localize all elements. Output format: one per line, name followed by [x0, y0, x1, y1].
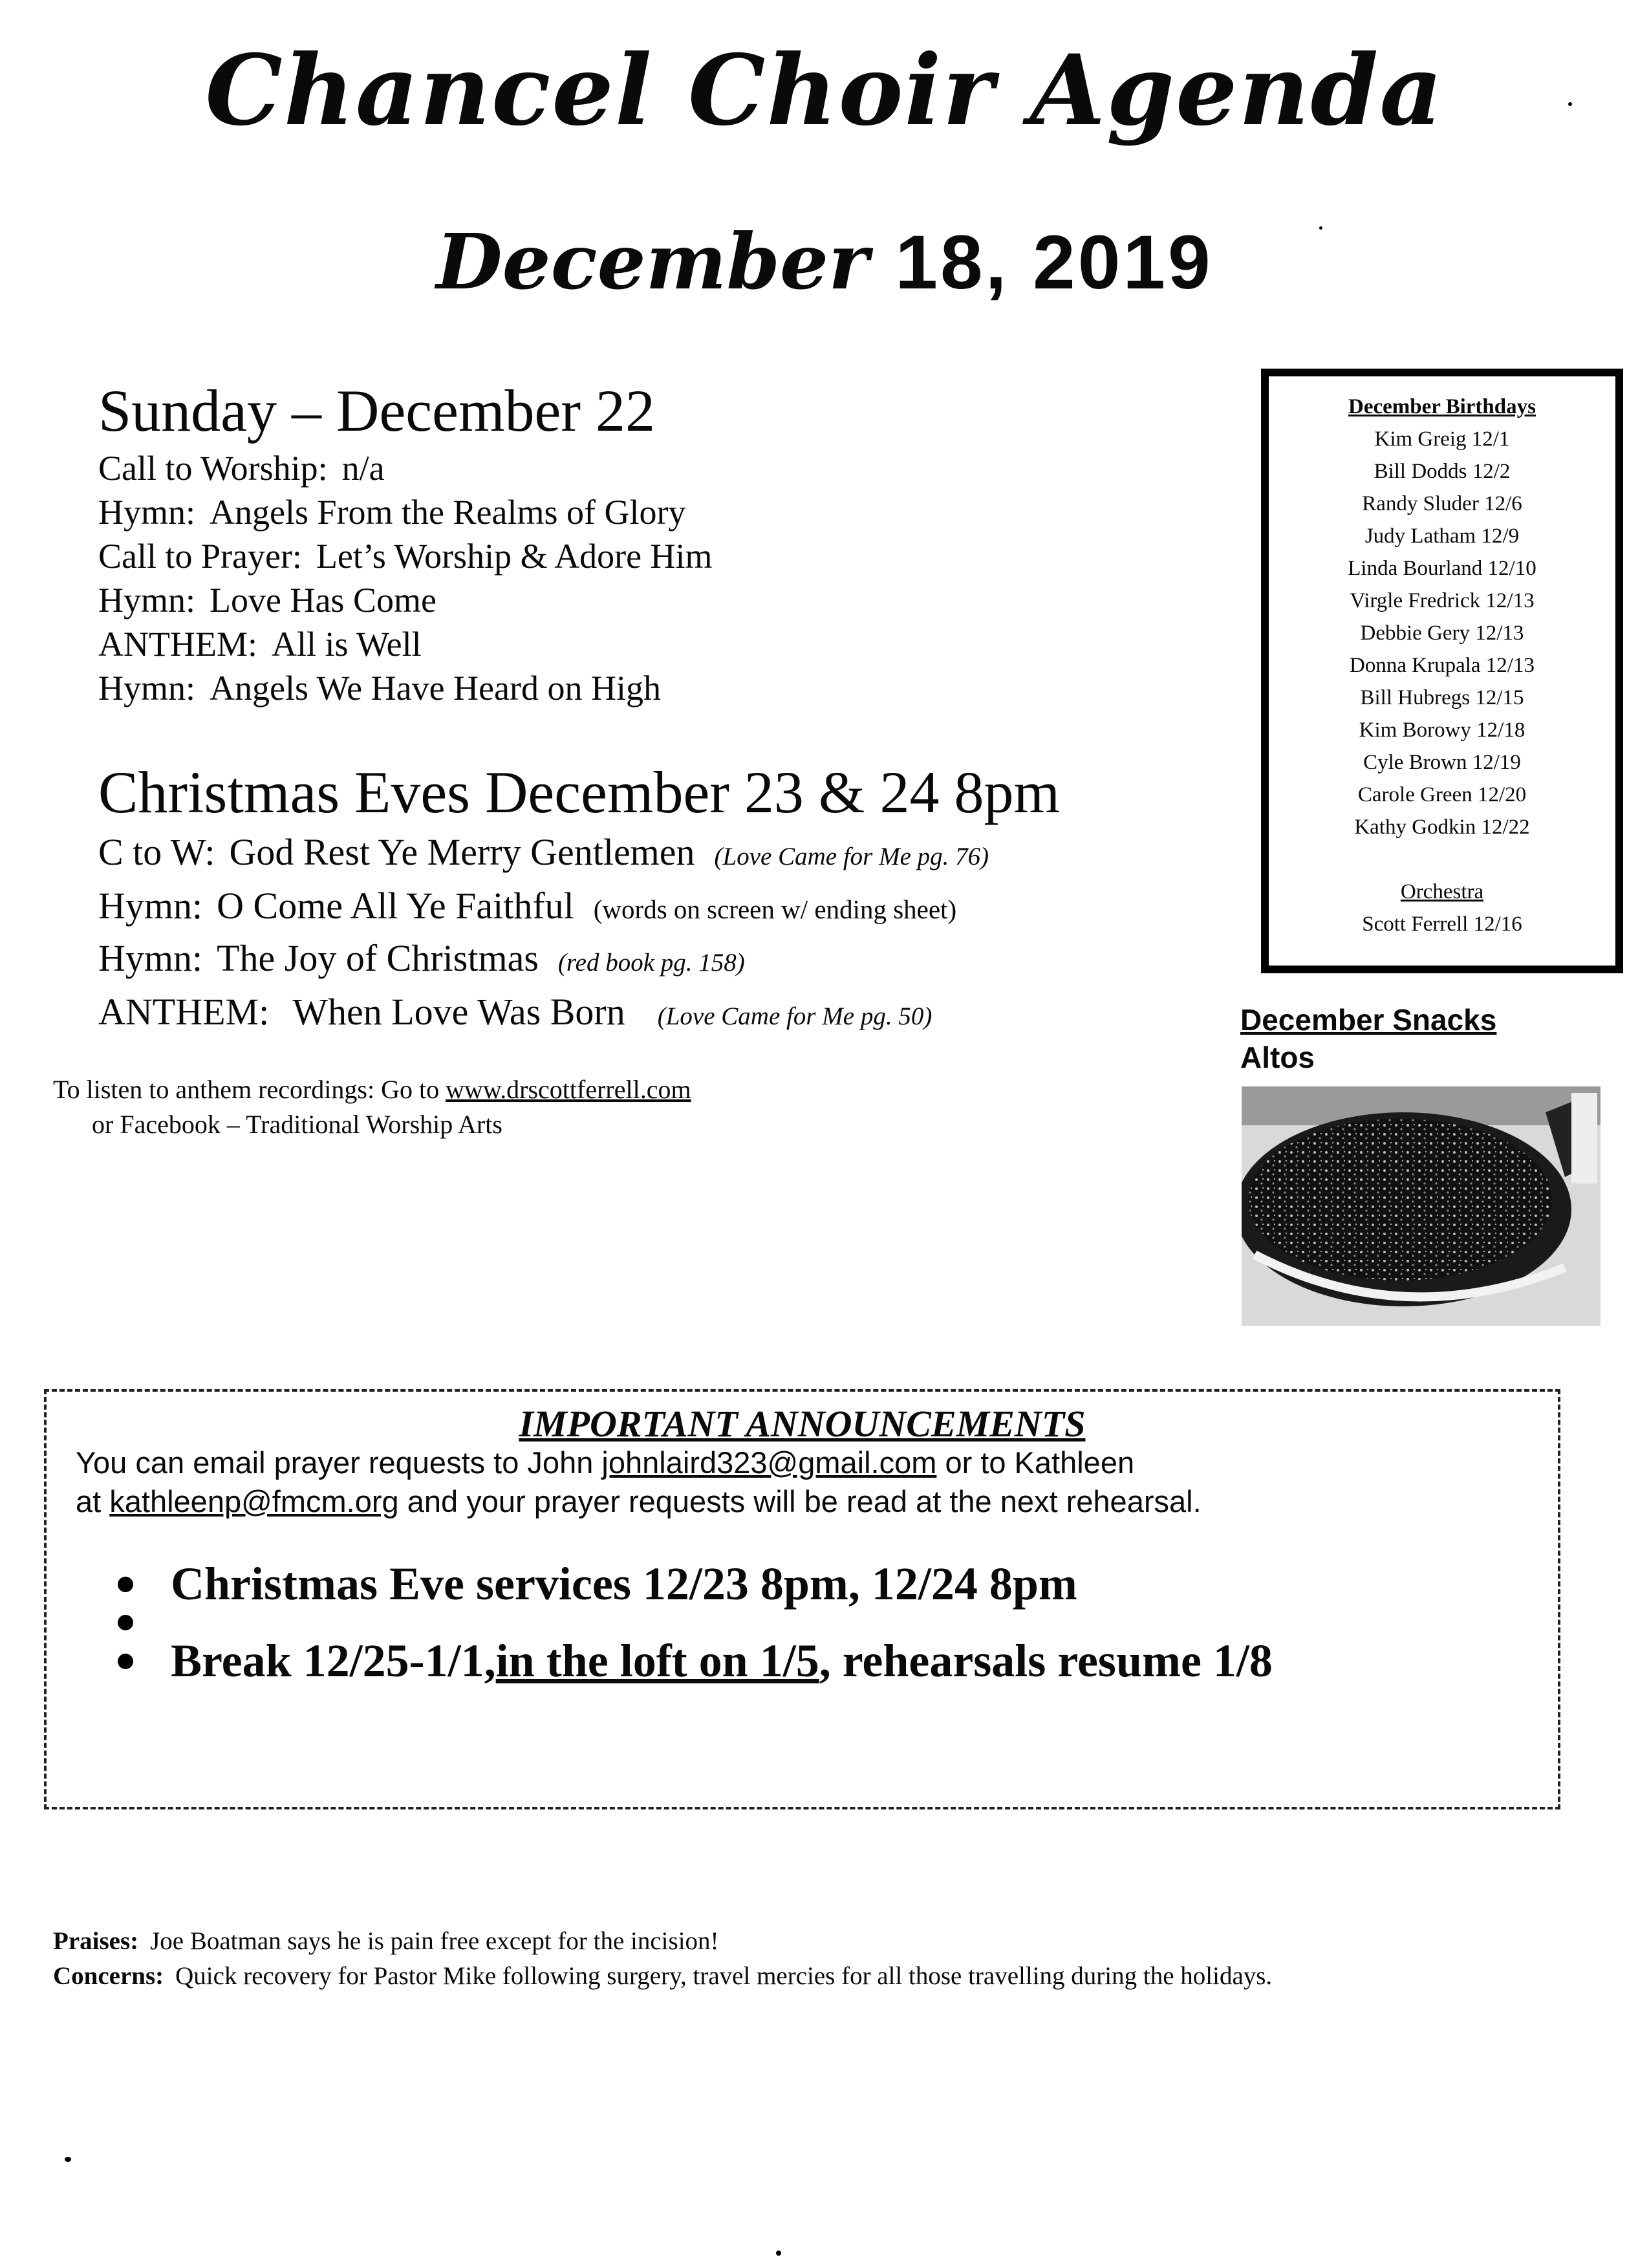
snack-bowl-photo	[1242, 1086, 1600, 1326]
item-value: Love Has Come	[210, 581, 436, 620]
announcement-text: Christmas Eve services 12/23 8pm, 12/24 8pm	[171, 1558, 1077, 1610]
birthday-entry: Virgle Fredrick 12/13	[1350, 589, 1535, 612]
announcement-item	[118, 1615, 1273, 1630]
announcement-item	[118, 1630, 1273, 1692]
christmas-eve-heading: Christmas Eves December 23 & 24 8pm	[98, 759, 1061, 825]
john-email-link[interactable]: johnlaird323@gmail.com	[601, 1445, 937, 1480]
item-value: n/a	[341, 449, 385, 488]
birthday-entry: Kim Greig 12/1	[1374, 427, 1510, 451]
birthday-entry: Debbie Gery 12/13	[1360, 621, 1524, 645]
orchestra-title: Orchestra	[1400, 880, 1484, 903]
item-label: Call to Prayer:	[98, 537, 302, 576]
birthdays-title: December Birthdays	[1348, 395, 1536, 418]
item-label: Call to Worship:	[98, 449, 328, 488]
item-label: ANTHEM:	[98, 991, 270, 1033]
birthday-entry: Carole Green 12/20	[1357, 783, 1527, 806]
birthday-entry: Linda Bourland 12/10	[1348, 557, 1536, 580]
announcements-title: IMPORTANT ANNOUNCEMENTS	[519, 1403, 1086, 1445]
prayer-text: You can email prayer requests to John	[76, 1445, 602, 1480]
item-value: Let’s Worship & Adore Him	[316, 537, 713, 576]
prayer-text: and your prayer requests will be read at the next rehearsal.	[398, 1484, 1202, 1518]
bullet-icon	[118, 1577, 133, 1592]
listen-info	[53, 1072, 691, 1142]
sunday-item	[98, 622, 713, 666]
birthday-entry: Cyle Brown 12/19	[1363, 751, 1521, 774]
kathleen-email-link[interactable]: kathleenp@fmcm.org	[109, 1484, 399, 1518]
scan-speck	[65, 2157, 71, 2162]
sunday-item	[98, 490, 713, 534]
concerns-label: Concerns:	[53, 1962, 164, 1990]
snacks-section	[1240, 1001, 1496, 1076]
item-label: ANTHEM:	[98, 625, 257, 664]
item-note: (Love Came for Me pg. 50)	[657, 1002, 932, 1030]
recordings-link[interactable]: www.drscottferrell.com	[446, 1075, 691, 1104]
scan-speck	[1319, 226, 1322, 230]
announcement-emphasis: in the loft on 1/5	[495, 1635, 819, 1687]
snacks-group: Altos	[1240, 1041, 1315, 1074]
item-note: (words on screen w/ ending sheet)	[593, 894, 957, 924]
item-note: (Love Came for Me pg. 76)	[714, 843, 989, 870]
item-label: Hymn:	[98, 669, 196, 707]
prayer-request-info	[76, 1443, 1531, 1521]
item-label: Hymn:	[98, 493, 196, 532]
item-value: When Love Was Born	[292, 991, 625, 1033]
sunday-item	[98, 578, 713, 622]
item-value: Angels From the Realms of Glory	[210, 493, 686, 532]
announcement-text: Break 12/25-1/1,	[171, 1635, 496, 1687]
item-label: Hymn:	[98, 581, 196, 620]
item-value: All is Well	[271, 625, 422, 664]
bullet-icon	[118, 1654, 133, 1669]
birthday-entry: Randy Sluder 12/6	[1362, 492, 1522, 515]
praises-concerns	[53, 1924, 1272, 1994]
prayer-text: or to Kathleen	[936, 1445, 1135, 1480]
date-number: 18, 2019	[895, 220, 1213, 305]
item-value: Angels We Have Heard on High	[210, 669, 661, 707]
listen-prefix: To listen to anthem recordings: Go to	[53, 1075, 446, 1104]
page-title: Chancel Choir Agenda	[205, 34, 1444, 147]
item-value: God Rest Ye Merry Gentlemen	[229, 831, 695, 873]
orchestra-entry: Scott Ferrell 12/16	[1362, 913, 1522, 936]
christmas-eve-item	[98, 881, 1060, 934]
birthday-entry: Bill Hubregs 12/15	[1360, 686, 1524, 709]
bullet-icon	[118, 1615, 133, 1630]
agenda-date	[0, 213, 1649, 311]
announcements-box	[44, 1389, 1560, 1809]
sunday-section	[98, 375, 713, 710]
announcement-list	[118, 1553, 1273, 1692]
christmas-eve-item	[98, 988, 1060, 1041]
item-note: (red book pg. 158)	[557, 949, 745, 977]
praises-line	[53, 1924, 1272, 1959]
birthday-entry: Donna Krupala 12/13	[1350, 654, 1535, 677]
birthday-entry: Judy Latham 12/9	[1364, 524, 1520, 548]
birthdays-box	[1261, 369, 1623, 973]
item-label: C to W:	[98, 831, 215, 873]
sunday-heading: Sunday – December 22	[98, 378, 655, 444]
sunday-item	[98, 446, 713, 490]
christmas-eve-item	[98, 934, 1060, 988]
birthday-entry: Kathy Godkin 12/22	[1354, 815, 1530, 839]
concerns-text: Quick recovery for Pastor Mike following surgery, travel mercies for all those travelling during the holidays.	[175, 1962, 1273, 1990]
christmas-eve-item	[98, 828, 1060, 881]
concerns-line	[53, 1959, 1272, 1994]
praises-text: Joe Boatman says he is pain free except for the incision!	[150, 1927, 719, 1955]
snacks-title: December Snacks	[1240, 1003, 1497, 1037]
birthday-entry: Bill Dodds 12/2	[1374, 460, 1511, 483]
item-value: O Come All Ye Faithful	[217, 885, 574, 927]
announcement-item	[118, 1553, 1273, 1615]
announcement-text: , rehearsals resume 1/8	[819, 1635, 1273, 1687]
praises-label: Praises:	[53, 1927, 139, 1955]
prayer-text: at	[76, 1484, 110, 1518]
christmas-eve-section	[98, 757, 1060, 1041]
item-value: The Joy of Christmas	[217, 937, 539, 979]
sunday-item	[98, 534, 713, 578]
scan-speck	[776, 2251, 781, 2256]
date-month: December	[436, 217, 869, 307]
item-label: Hymn:	[98, 885, 203, 927]
sunday-item	[98, 666, 713, 710]
birthday-entry: Kim Borowy 12/18	[1359, 718, 1525, 742]
scan-speck	[1568, 102, 1572, 106]
item-label: Hymn:	[98, 937, 203, 979]
listen-facebook: or Facebook – Traditional Worship Arts	[92, 1110, 502, 1139]
